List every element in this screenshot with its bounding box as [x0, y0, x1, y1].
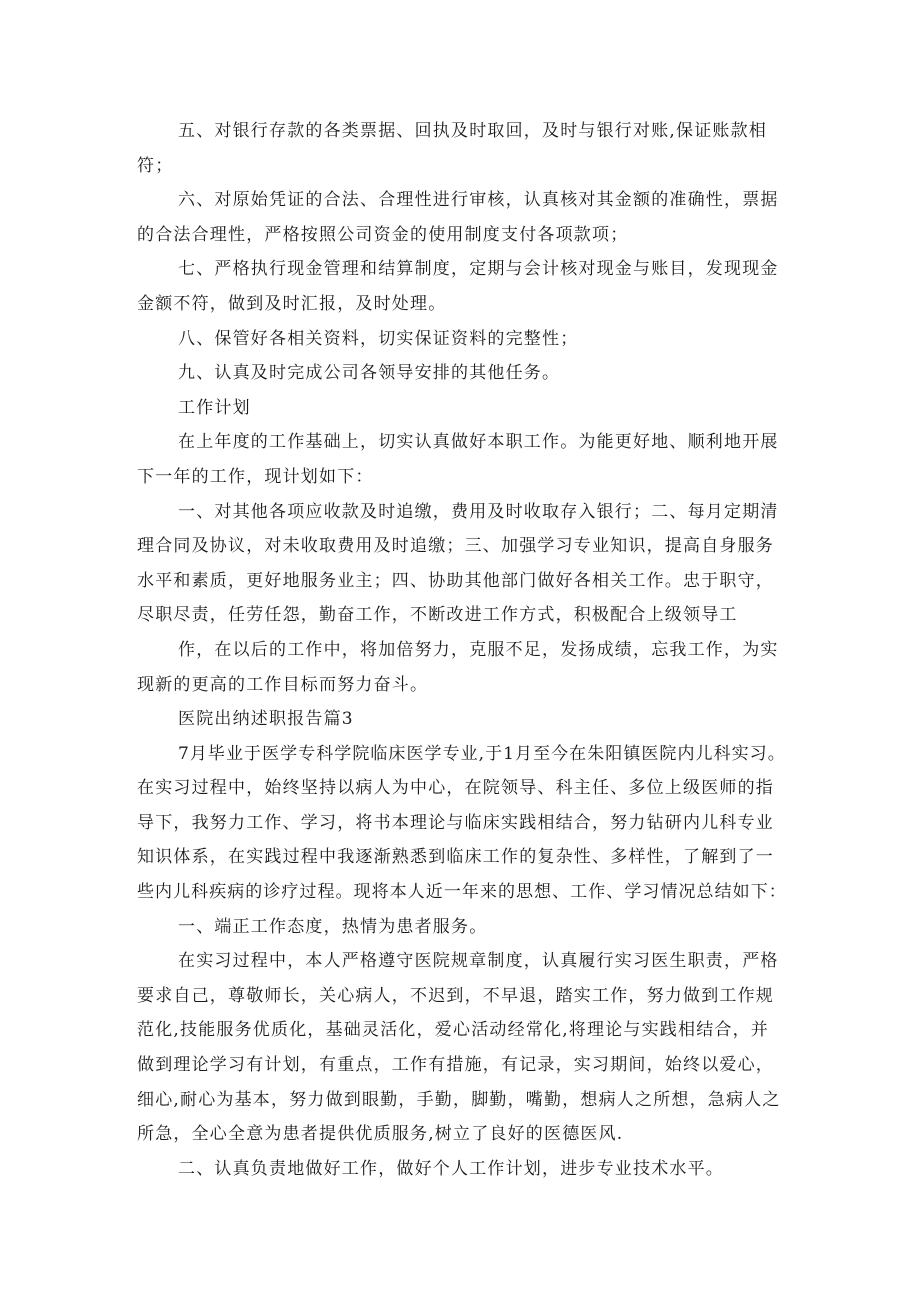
- text-line: 在实习过程中，始终坚持以病人为中心，在院领导、科主任、多位上级医师的指: [137, 778, 774, 799]
- text-line: 些内儿科疾病的诊疗过程。现将本人近一年来的思想、工作、学习情况总结如下：: [137, 882, 787, 903]
- text-line: 一、对其他各项应收款及时追缴，费用及时收取存入银行；二、每月定期清: [178, 501, 779, 522]
- text-line: 金额不符，做到及时汇报，及时处理。: [137, 293, 447, 314]
- text-line: 二、认真负责地做好工作，做好个人工作计划，进步专业技术水平。: [178, 1158, 724, 1179]
- text-line: 符；: [137, 155, 174, 176]
- text-line: 医院出纳述职报告篇3: [178, 709, 354, 730]
- document-body: [137, 114, 787, 1186]
- text-line: 做到理论学习有计划，有重点，工作有措施，有记录，实习期间，始终以爱心，: [137, 1055, 774, 1076]
- text-line: 要求自己，尊敬师长，关心病人，不迟到，不早退，踏实工作，努力做到工作规: [137, 985, 774, 1006]
- text-line: 七、严格执行现金管理和结算制度，定期与会计核对现金与账目，发现现金: [178, 259, 779, 280]
- text-line: 下一年的工作，现计划如下：: [137, 466, 374, 487]
- text-line: 7月毕业于医学专科学院临床医学专业,于1月至今在朱阳镇医院内儿科实习。: [178, 743, 786, 764]
- text-line: 范化,技能服务优质化，基础灵活化，爱心活动经常化,将理论与实践相结合，并: [137, 1020, 770, 1041]
- text-line: 的合法合理性，严格按照公司资金的使用制度支付各项款项；: [137, 224, 629, 245]
- text-line: 一、端正工作态度，热情为患者服务。: [178, 916, 488, 937]
- text-line: 现新的更高的工作目标而努力奋斗。: [137, 674, 429, 695]
- text-line: 知识体系，在实践过程中我逐渐熟悉到临床工作的复杂性、多样性，了解到了一: [137, 847, 774, 868]
- text-line: 导下，我努力工作、学习，将书本理论与临床实践相结合，努力钻研内儿科专业: [137, 812, 774, 833]
- text-line: 九、认真及时完成公司各领导安排的其他任务。: [178, 363, 561, 384]
- text-line: 所急，全心全意为患者提供优质服务,树立了良好的医德医风.: [137, 1124, 624, 1145]
- text-line: 细心,耐心为基本，努力做到眼勤，手勤，脚勤，嘴勤，想病人之所想，急病人之: [137, 1089, 781, 1110]
- text-line: 五、对银行存款的各类票据、回执及时取回，及时与银行对账,保证账款相: [178, 121, 768, 141]
- text-line: 在上年度的工作基础上，切实认真做好本职工作。为能更好地、顺利地开展: [178, 432, 779, 453]
- text-line: 在实习过程中，本人严格遵守医院规章制度，认真履行实习医生职责，严格: [178, 951, 779, 972]
- text-line: 尽职尽责，任劳任怨，勤奋工作，不断改进工作方式，积极配合上级领导工: [137, 605, 738, 626]
- text-line: 六、对原始凭证的合法、合理性进行审核，认真核对其金额的准确性，票据: [178, 190, 779, 211]
- text-line: 八、保管好各相关资料，切实保证资料的完整性；: [178, 328, 579, 349]
- text-line: 水平和素质，更好地服务业主；四、协助其他部门做好各相关工作。忠于职守，: [137, 570, 774, 591]
- text-line: 作，在以后的工作中，将加倍努力，克服不足，发扬成绩，忘我工作，为实: [178, 639, 779, 660]
- text-line: 理合同及协议，对未收取费用及时追缴；三、加强学习专业知识，提高自身服务: [137, 536, 774, 557]
- text-line: 工作计划: [178, 397, 251, 418]
